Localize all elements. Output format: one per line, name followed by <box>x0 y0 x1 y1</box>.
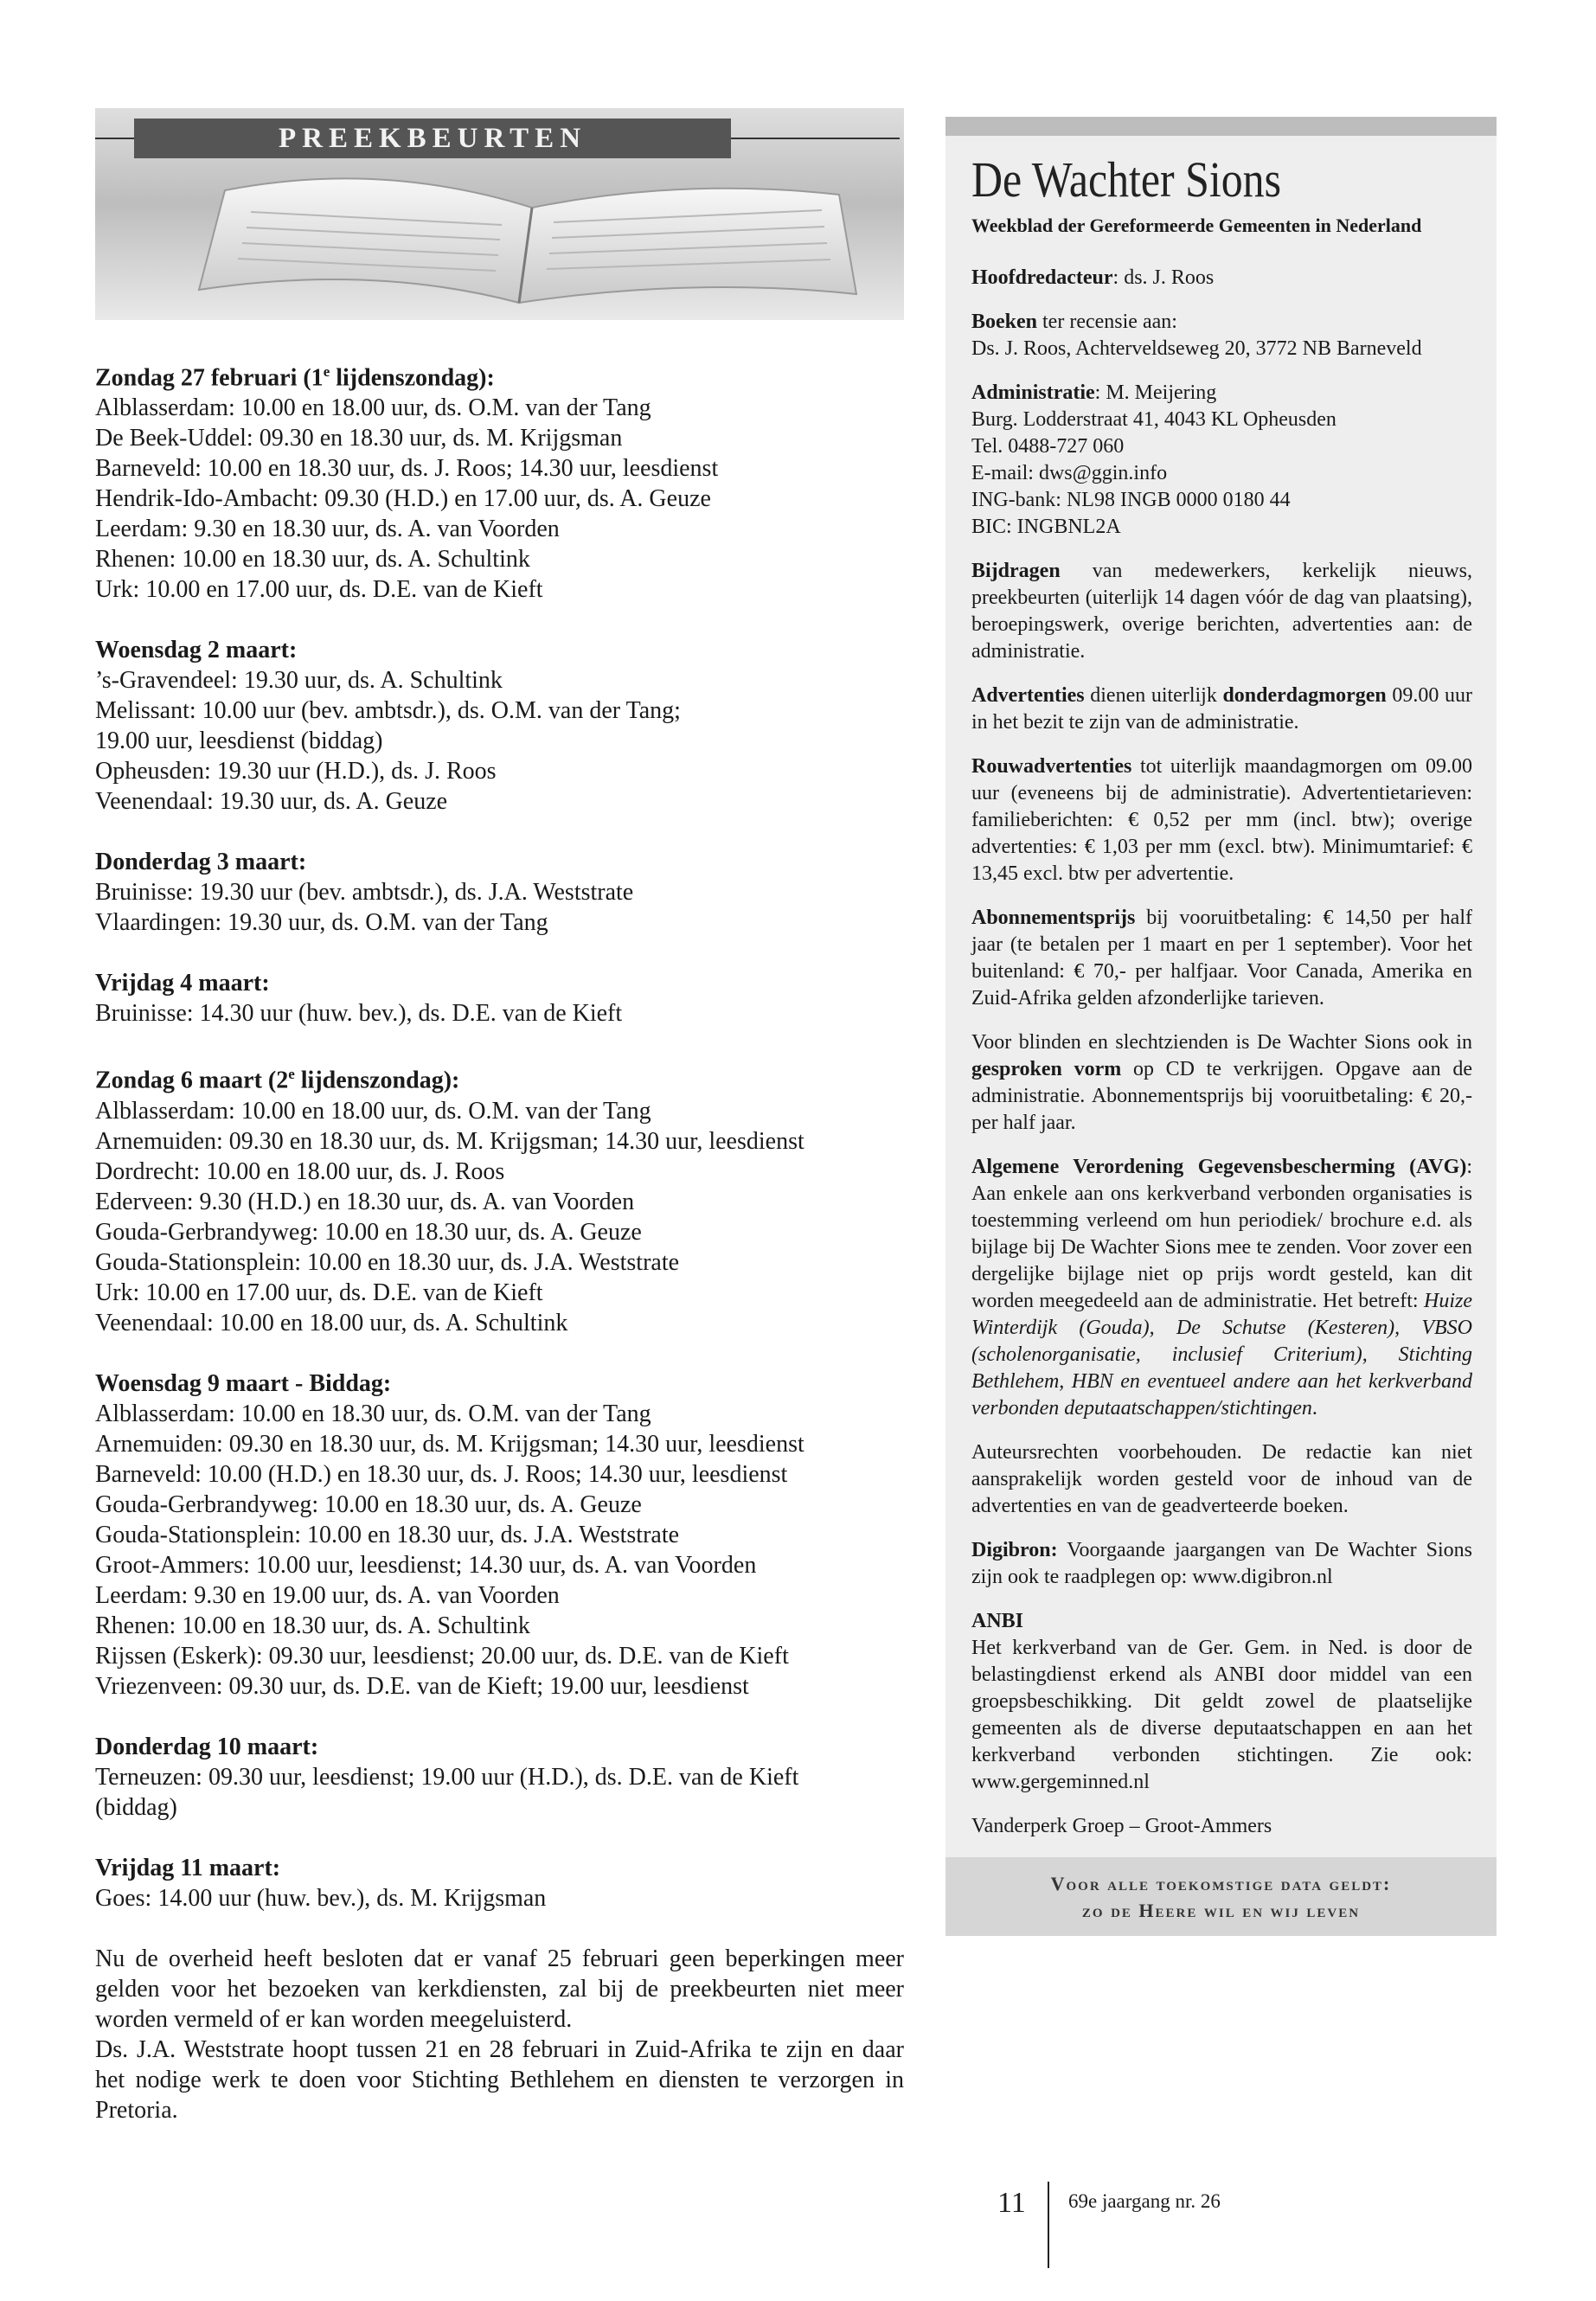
colophon-panel <box>945 117 1497 1936</box>
service-line: Terneuzen: 09.30 uur, leesdienst; 19.00 uur (H.D.), ds. D.E. van de Kieft <box>95 1763 799 1791</box>
day-heading: Vrijdag 11 maart: <box>95 1854 281 1881</box>
service-line: Leerdam: 9.30 en 18.30 uur, ds. A. van Voorden <box>95 516 560 543</box>
day-heading: Vrijdag 4 maart: <box>95 970 270 997</box>
service-line: Vriezenveen: 09.30 uur, ds. D.E. van de Kieft; 19.00 uur, leesdienst <box>95 1672 749 1700</box>
colophon-top-bar <box>945 117 1497 136</box>
audio-edition-info: Voor blinden en slechtzienden is De Wachter Sions ook in gesproken vorm op CD te verkrijgen. Opgave aan de administratie. Abonnementsprijs bij vooruitbetaling: € 20,- per half jaar. <box>971 1031 1472 1134</box>
schedule <box>95 356 904 2125</box>
service-line: Barneveld: 10.00 en 18.30 uur, ds. J. Roos; 14.30 uur, leesdienst <box>95 455 719 483</box>
magazine-title: De Wachter Sions <box>971 151 1282 208</box>
schedule-day <box>95 847 904 938</box>
service-line: Groot-Ammers: 10.00 uur, leesdienst; 14.30 uur, ds. A. van Voorden <box>95 1551 757 1579</box>
service-line: Barneveld: 10.00 (H.D.) en 18.30 uur, ds. J. Roos; 14.30 uur, leesdienst <box>95 1460 788 1488</box>
schedule-day <box>95 968 904 1029</box>
printer-line: Vanderperk Groep – Groot-Ammers <box>971 1815 1272 1837</box>
service-line: Arnemuiden: 09.30 en 18.30 uur, ds. M. Krijgsman; 14.30 uur, leesdienst <box>95 1127 804 1155</box>
administration-info: Administratie: M. Meijering Burg. Lodderstraat 41, 4043 KL Opheusden Tel. 0488-727 060 E-mail: dws@ggin.info ING-bank: NL98 INGB 0000 0180 44 BIC: INGBNL2A <box>971 381 1336 538</box>
schedule-day <box>95 1853 904 1913</box>
schedule-day <box>95 1368 904 1702</box>
service-line: Gouda-Gerbrandyweg: 10.00 en 18.30 uur, ds. A. Geuze <box>95 1218 642 1246</box>
issue-info: 69e jaargang nr. 26 <box>1068 2190 1221 2212</box>
schedule-day <box>95 1732 904 1823</box>
service-line: Alblasserdam: 10.00 en 18.30 uur, ds. O.M. van der Tang <box>95 1400 651 1427</box>
service-line: (biddag) <box>95 1793 177 1821</box>
service-line: Gouda-Stationsplein: 10.00 en 18.30 uur, ds. J.A. Weststrate <box>95 1521 680 1548</box>
service-line: Gouda-Stationsplein: 10.00 en 18.30 uur, ds. J.A. Weststrate <box>95 1248 680 1276</box>
privacy-info: Algemene Verordening Gegevensbescherming (AVG): Aan enkele aan ons kerkverband verbonden organisaties is toestemming verleend om hun periodiek/ brochure e.d. als bijlage bij De Wachter Sions mee te zenden. Voor zover een dergelijke bijlage niet op prijs wordt gesteld, kan dit worden meegedeeld aan de administratie. Het betreft: Huize Winterdijk (Gouda), De Schutse (Kesteren), VBSO (scholenorganisatie, inclusief Criterium), Stichting Bethlehem, HBN en eventueel andere aan het kerkverband verbonden deputaatschappen/stichtingen. <box>971 1156 1472 1420</box>
service-line: Melissant: 10.00 uur (bev. ambtsdr.), ds. O.M. van der Tang; <box>95 697 681 725</box>
service-line: Rhenen: 10.00 en 18.30 uur, ds. A. Schultink <box>95 1612 530 1639</box>
service-line: Urk: 10.00 en 17.00 uur, ds. D.E. van de Kieft <box>95 1279 543 1306</box>
page-number: 11 <box>997 2187 1026 2219</box>
service-line: Ederveen: 9.30 (H.D.) en 18.30 uur, ds. A. van Voorden <box>95 1188 635 1215</box>
digibron-info: Digibron: Voorgaande jaargangen van De Wachter Sions zijn ook te raadplegen op: www.digibron.nl <box>971 1539 1472 1588</box>
notice-paragraph: Ds. J.A. Weststrate hoopt tussen 21 en 28 februari in Zuid-Afrika te zijn en daar het nodige werk te doen voor Stichting Bethlehem en diensten te verzorgen in Pretoria. <box>95 2035 904 2124</box>
copyright-info: Auteursrechten voorbehouden. De redactie kan niet aansprakelijk worden gesteld voor de inhoud van de advertenties en van de geadverteerde boeken. <box>971 1441 1472 1517</box>
service-line: Opheusden: 19.30 uur (H.D.), ds. J. Roos <box>95 758 497 785</box>
editor-line: Hoofdredacteur: ds. J. Roos <box>971 266 1215 289</box>
service-line: Goes: 14.00 uur (huw. bev.), ds. M. Krijgsman <box>95 1884 547 1912</box>
mourning-ads-info: Rouwadvertenties tot uiterlijk maandagmorgen om 09.00 uur (eveneens bij de administratie). Advertentietarieven: familieberichten: € 0,52 per mm (incl. btw); overige advertenties: € 1,03 per mm (excl. btw). Minimumtarief: € 13,45 excl. btw per advertentie. <box>971 755 1472 885</box>
preekbeurten-banner <box>95 108 904 320</box>
service-line: Arnemuiden: 09.30 en 18.30 uur, ds. M. Krijgsman; 14.30 uur, leesdienst <box>95 1430 804 1458</box>
service-line: Veenendaal: 19.30 uur, ds. A. Geuze <box>95 788 448 816</box>
service-line: Rijssen (Eskerk): 09.30 uur, leesdienst; 20.00 uur, ds. D.E. van de Kieft <box>95 1642 789 1670</box>
schedule-day <box>95 1059 904 1337</box>
section-title: PREEKBEURTEN <box>134 119 731 158</box>
books-info: Boeken ter recensie aan: Ds. J. Roos, Achterveldseweg 20, 3772 NB Barneveld <box>971 311 1422 360</box>
advertisements-info: Advertenties dienen uiterlijk donderdagmorgen 09.00 uur in het bezit te zijn van de administratie. <box>971 684 1472 734</box>
closing-motto: Voor alle toekomstige data geldt: zo de Heere wil en wij leven <box>945 1857 1497 1936</box>
notice-paragraph: Nu de overheid heeft besloten dat er vanaf 25 februari geen beperkingen meer gelden voor het bezoeken van kerkdiensten, zal bij de preekbeurten niet meer worden vermeld of er kan worden meegeluisterd. <box>95 1945 904 2033</box>
service-line: Alblasserdam: 10.00 en 18.00 uur, ds. O.M. van der Tang <box>95 394 651 422</box>
day-heading: Zondag 6 maart (2e lijdenszondag): <box>95 1066 460 1094</box>
service-line: Vlaardingen: 19.30 uur, ds. O.M. van der Tang <box>95 909 548 937</box>
subscription-info: Abonnementsprijs bij vooruitbetaling: € 14,50 per half jaar (te betalen per 1 maart en per 1 september). Voor het buitenland: € 70,- per halfjaar. Voor Canada, Amerika en Zuid-Afrika gelden afzonderlijke tarieven. <box>971 907 1472 1009</box>
service-line: Alblasserdam: 10.00 en 18.00 uur, ds. O.M. van der Tang <box>95 1097 651 1125</box>
service-line: Veenendaal: 10.00 en 18.00 uur, ds. A. Schultink <box>95 1309 568 1336</box>
day-heading: Zondag 27 februari (1e lijdenszondag): <box>95 363 495 392</box>
service-line: Bruinisse: 19.30 uur (bev. ambtsdr.), ds. J.A. Weststrate <box>95 879 634 907</box>
contributions-info: Bijdragen van medewerkers, kerkelijk nieuws, preekbeurten (uiterlijk 14 dagen vóór de dag van plaatsing), beroepingswerk, overige berichten, advertenties aan: de administratie. <box>971 560 1472 663</box>
anbi-info: ANBI Het kerkverband van de Ger. Gem. in Ned. is door de belastingdienst erkend als ANBI door middel van een groepsbeschikking. Dit geldt zowel de plaatselijke gemeenten als de diverse deputaatschappen en aan het kerkverband verbonden stichtingen. Zie ook: www.gergeminned.nl <box>971 1610 1472 1793</box>
schedule-day <box>95 356 904 605</box>
service-line: ’s-Gravendeel: 19.30 uur, ds. A. Schultink <box>95 667 503 695</box>
magazine-subtitle: Weekblad der Gereformeerde Gemeenten in Nederland <box>971 215 1422 236</box>
footer-divider <box>1048 2182 1049 2268</box>
service-line: Hendrik-Ido-Ambacht: 09.30 (H.D.) en 17.00 uur, ds. A. Geuze <box>95 485 711 513</box>
day-heading: Donderdag 10 maart: <box>95 1733 319 1760</box>
service-line: Gouda-Gerbrandyweg: 10.00 en 18.30 uur, ds. A. Geuze <box>95 1490 642 1518</box>
service-line: 19.00 uur, leesdienst (biddag) <box>95 727 383 755</box>
service-line: Dordrecht: 10.00 en 18.00 uur, ds. J. Roos <box>95 1157 505 1185</box>
day-heading: Donderdag 3 maart: <box>95 849 307 876</box>
preekbeurten-column <box>95 108 904 2125</box>
service-line: De Beek-Uddel: 09.30 en 18.30 uur, ds. M. Krijgsman <box>95 425 623 452</box>
service-line: Leerdam: 9.30 en 19.00 uur, ds. A. van Voorden <box>95 1581 560 1609</box>
service-line: Bruinisse: 14.30 uur (huw. bev.), ds. D.E. van de Kieft <box>95 1000 623 1028</box>
day-heading: Woensdag 9 maart - Biddag: <box>95 1369 392 1397</box>
schedule-day <box>95 635 904 817</box>
service-line: Rhenen: 10.00 en 18.30 uur, ds. A. Schultink <box>95 546 530 574</box>
day-heading: Woensdag 2 maart: <box>95 637 298 664</box>
service-line: Urk: 10.00 en 17.00 uur, ds. D.E. van de Kieft <box>95 576 543 604</box>
